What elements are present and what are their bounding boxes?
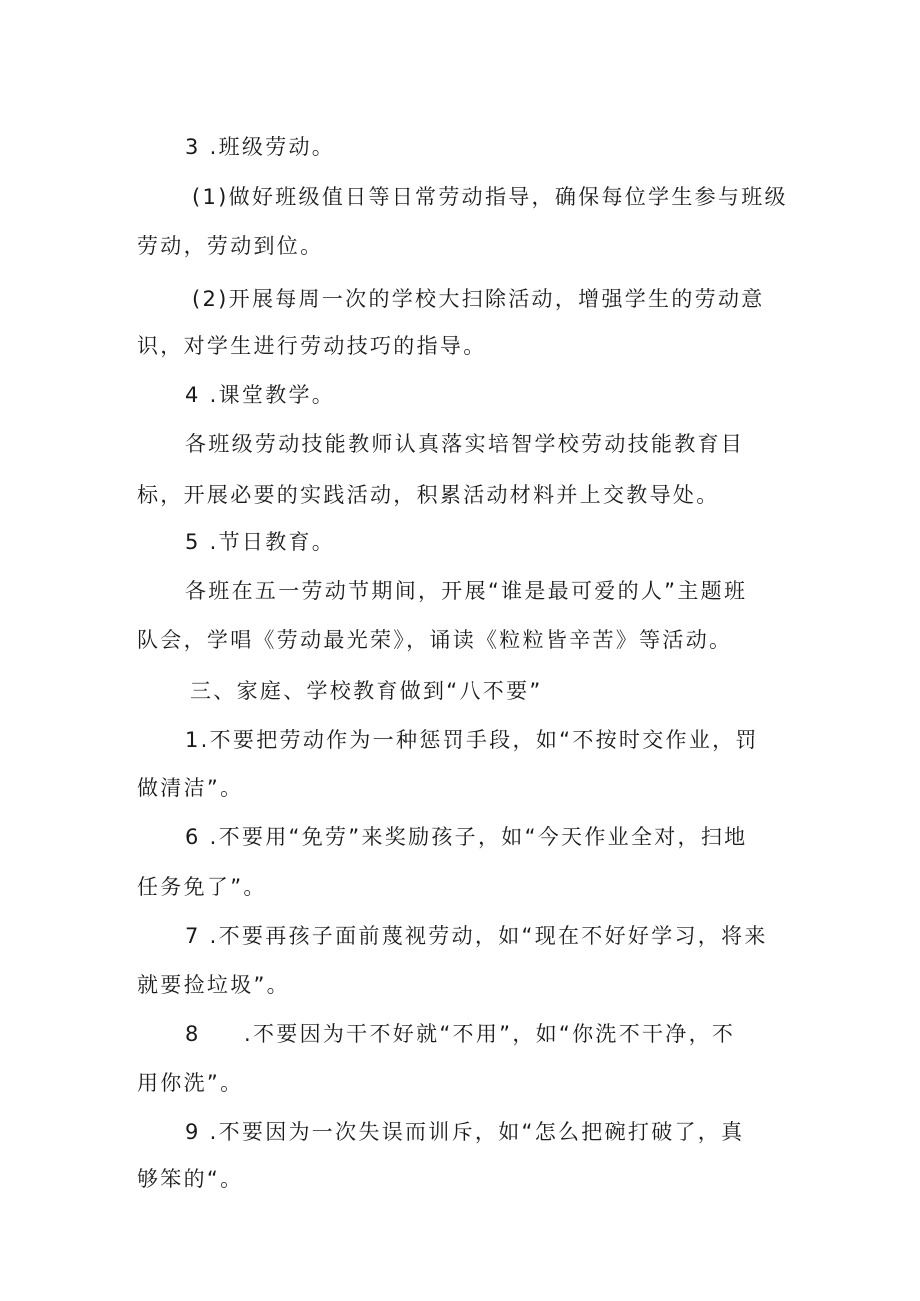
- paragraph-line: 劳动，劳动到位。: [137, 234, 324, 258]
- list-item-line: 1.不要把劳动作为一种惩罚手段，如“不按时交作业，罚: [185, 728, 759, 752]
- list-item-number: 8: [185, 1022, 201, 1046]
- section-heading-class-labor: 3 .班级劳动。: [185, 135, 336, 159]
- list-item-line: 9 .不要因为一次失误而训斥，如“怎么把碗打破了，真: [185, 1120, 745, 1144]
- paragraph-line: 队会，学唱《劳动最光荣》，诵读《粒粒皆辛苦》等活动。: [137, 628, 733, 652]
- paragraph-line: (2)开展每周一次的学校大扫除活动，增强学生的劳动意: [192, 287, 765, 311]
- section-heading-classroom-teaching: 4 .课堂教学。: [185, 383, 336, 407]
- paragraph-line: 标，开展必要的实践活动，积累活动材料并上交教导处。: [137, 483, 720, 507]
- section-heading-eight-donts: 三、家庭、学校教育做到“八不要”: [190, 679, 543, 703]
- paragraph-line: 识，对学生进行劳动技巧的指导。: [137, 334, 487, 358]
- section-heading-holiday-education: 5 .节日教育。: [185, 530, 336, 554]
- list-item-line: 就要捡垃圾”。: [137, 973, 290, 997]
- list-item-line: 6 .不要用“免劳”来奖励孩子，如“今天作业全对，扫地: [185, 825, 748, 849]
- paragraph-line: 各班级劳动技能教师认真落实培智学校劳动技能教育目: [185, 432, 745, 456]
- list-item-line: 够笨的“。: [137, 1167, 244, 1191]
- paragraph-line: (1)做好班级值日等日常劳动指导，确保每位学生参与班级: [192, 185, 788, 209]
- list-item-line: .不要因为干不好就“不用”，如“你洗不干净，不: [244, 1022, 736, 1046]
- paragraph-line: 各班在五一劳动节期间，开展“谁是最可爱的人”主题班: [185, 579, 748, 603]
- list-item-line: 做清洁”。: [137, 776, 244, 800]
- list-item-line: 任务免了”。: [137, 875, 267, 899]
- list-item-line: 7 .不要再孩子面前蔑视劳动，如“现在不好好学习，将来: [185, 924, 768, 948]
- list-item-line: 用你洗”。: [137, 1071, 244, 1095]
